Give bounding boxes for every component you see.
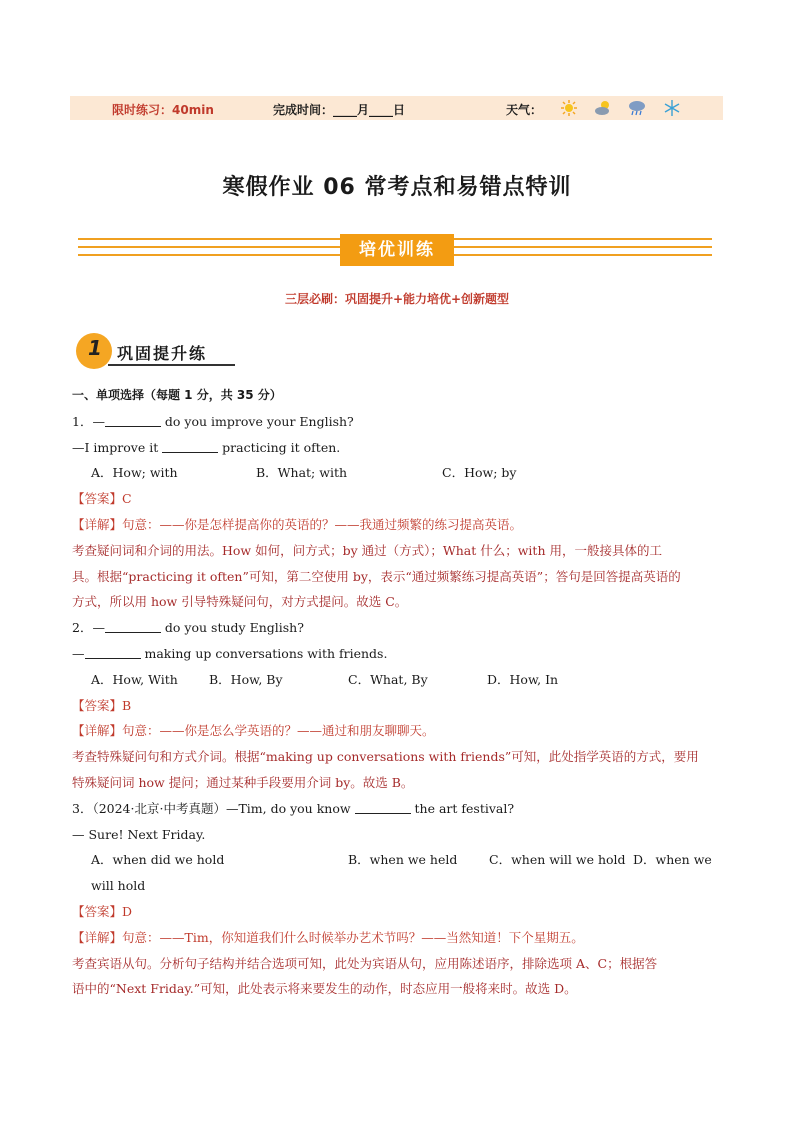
question-2-line-1 [72,615,724,641]
answer-blank [105,414,161,427]
text: 3．（2024·北京·中考真题）—Tim, do you know [72,800,355,816]
text: 2．— [72,620,105,636]
banner-label: 培优训练 [340,234,454,266]
option-a: A．How, With [91,671,178,687]
text: practicing it often. [218,439,341,455]
option-c: C．What, By [348,671,428,687]
header-bar [70,96,723,120]
question-3-options [72,847,724,873]
option-a: A．How; with [91,465,178,481]
question-2-options [72,667,724,693]
question-3-line-1 [72,796,724,822]
option-a: A．when did we hold [91,852,225,868]
explanation-text: 特殊疑问词 how 提问；通过某种手段要用介词 by。故选 B。 [72,774,414,790]
sun-icon [560,99,578,117]
text: —I improve it [72,439,163,455]
question-1-line-1 [72,409,724,435]
option-c: C．How; by [442,465,517,481]
section-title: 巩固提升练 [117,344,208,363]
completion-time-label: 完成时间：____月____日 [273,103,406,117]
option-d: D．How, In [487,671,559,687]
question-1-line-2 [72,435,724,461]
subtitle: 三层必刷：巩固提升+能力培优+创新题型 [284,292,510,306]
answer-label: 【答案】C [72,491,132,507]
part-heading: 一、单项选择（每题 1 分，共 35 分） [72,388,282,402]
option-b: B．when we held [348,852,458,868]
option-d-continued: will hold [91,878,146,894]
text: do you study English? [160,620,304,636]
question-2-line-2 [72,641,724,667]
answer-blank [105,620,161,633]
option-b: B．How, By [209,671,283,687]
text: 1．— [72,413,105,429]
detail-text: 【详解】句意：——你是怎么学英语的？——通过和朋友聊聊天。 [72,723,435,739]
option-b: B．What; with [256,465,348,481]
option-d: D．when we [633,852,712,868]
explanation-text: 考查特殊疑问句和方式介词。根据“making up conversations with friends”可知，此处指学英语的方式，要用 [72,749,699,765]
question-1-options [72,460,724,486]
text: making up conversations with friends. [140,645,388,661]
snowflake-icon [663,99,681,117]
answer-blank [355,801,411,814]
explanation-text: 语中的“Next Friday.”可知，此处表示将来要发生的动作，时态应用一般将来时。故选 D。 [72,981,577,997]
detail-text: 【详解】句意：——你是怎样提高你的英语的？——我通过频繁的练习提高英语。 [72,516,523,532]
explanation-text: 考查疑问词和介词的用法。How 如何，问方式；by 通过（方式）；What 什么；with 用，一般接具体的工 [72,542,662,558]
text: do you improve your English? [160,413,354,429]
rain-icon [628,99,646,117]
answer-label: 【答案】D [72,903,133,919]
page-title: 寒假作业 06 常考点和易错点特训 [222,175,572,200]
practice-time-label: 限时练习：40min [112,103,214,117]
detail-text: 【详解】句意：——Tim，你知道我们什么时候举办艺术节吗？——当然知道！下个星期五。 [72,929,584,945]
section-number: 1 [88,336,102,360]
section-underline [108,364,235,366]
explanation-text: 考查宾语从句。分析句子结构并结合选项可知，此处为宾语从句，应用陈述语序，排除选项 A、C；根据答 [72,955,658,971]
text: — [72,645,85,661]
option-c: C．when will we hold [489,852,626,868]
answer-label: 【答案】B [72,697,132,713]
question-list [72,383,724,1002]
explanation-text: 方式，所以用 how 引导特殊疑问句，对方式提问。故选 C。 [72,594,408,610]
weather-label: 天气： [506,103,543,117]
text: the art festival? [410,800,515,816]
partly-cloudy-icon [594,99,612,117]
answer-blank [85,646,141,659]
question-3-line-2: — Sure! Next Friday. [72,826,206,842]
explanation-text: 具。根据“practicing it often”可知，第二空使用 by，表示“通过频繁练习提高英语”；答句是回答提高英语的 [72,568,681,584]
answer-blank [162,440,218,453]
